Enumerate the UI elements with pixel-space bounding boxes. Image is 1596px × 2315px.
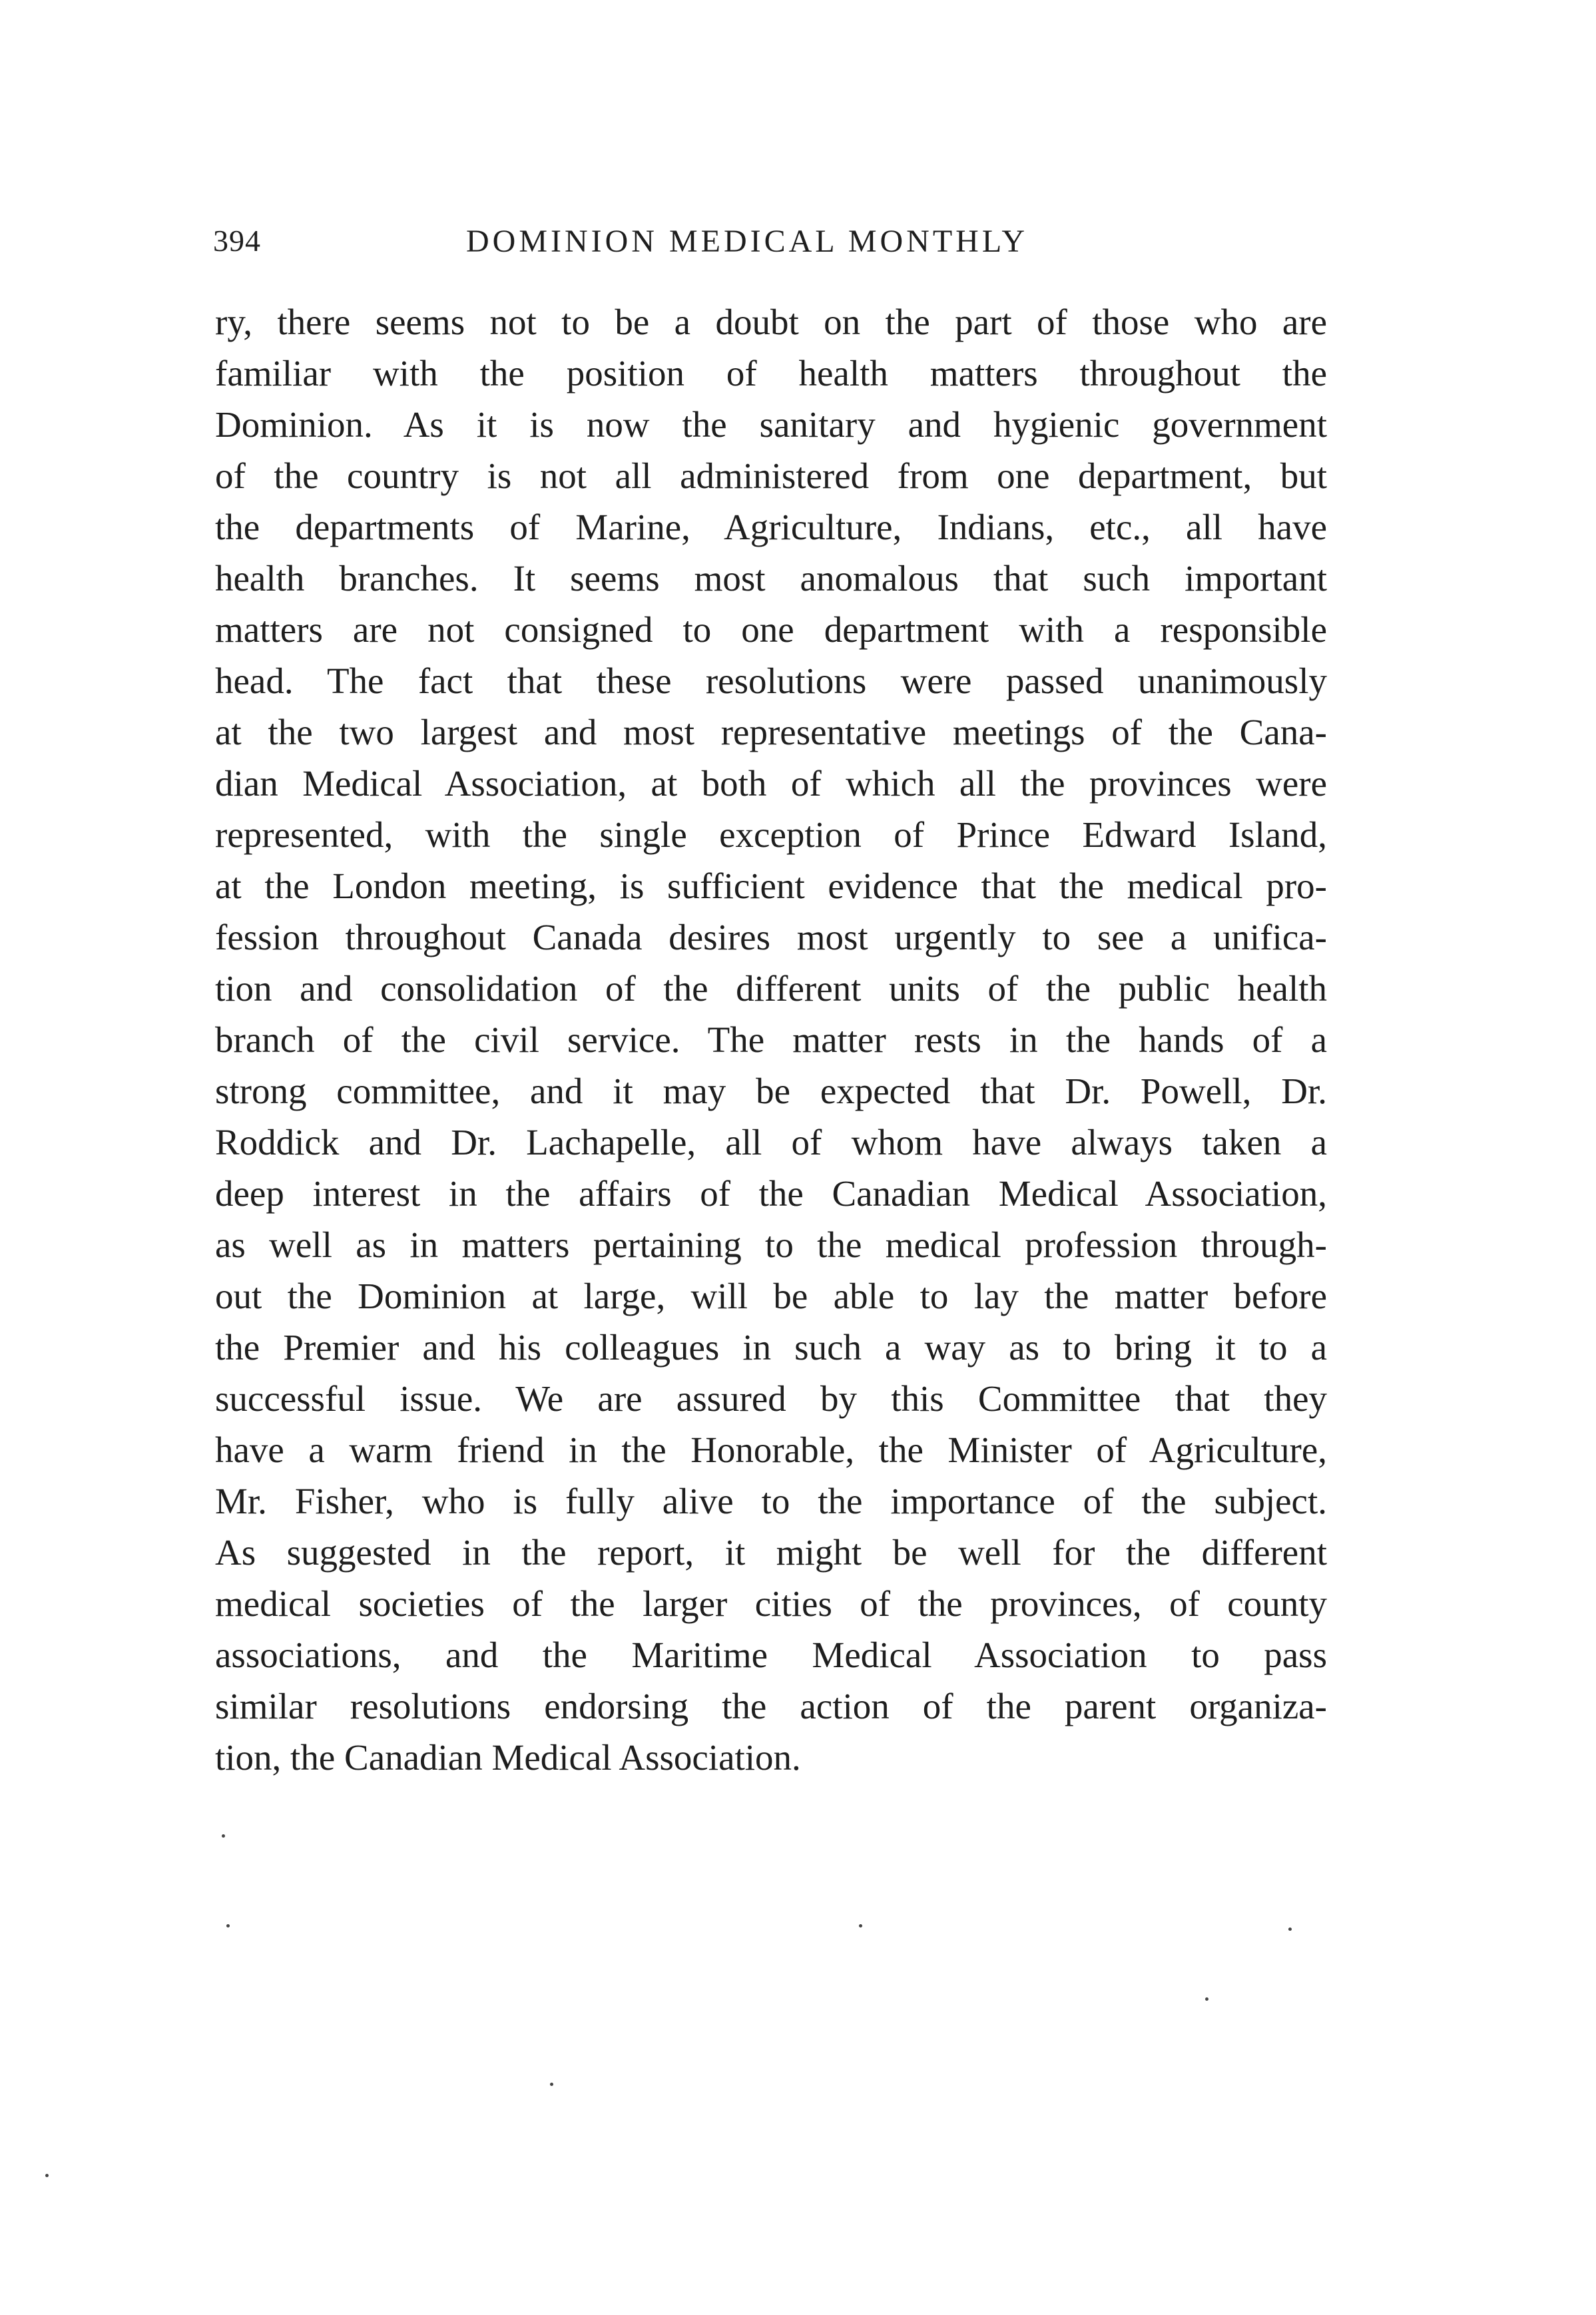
running-title: DOMINION MEDICAL MONTHLY xyxy=(466,224,1029,259)
text-line: successful issue. We are assured by this Committee that they xyxy=(215,1378,1327,1419)
text-line: have a warm friend in the Honorable, the Minister of Agriculture, xyxy=(215,1429,1327,1470)
text-line: head. The fact that these resolutions were passed unanimously xyxy=(215,660,1327,701)
scan-speck xyxy=(859,1924,862,1928)
text-line: deep interest in the affairs of the Canadian Medical Association, xyxy=(215,1173,1327,1214)
text-line: Mr. Fisher, who is fully alive to the importance of the subject. xyxy=(215,1481,1327,1521)
scan-speck xyxy=(226,1924,230,1928)
text-line: dian Medical Association, at both of which all the provinces were xyxy=(215,763,1327,804)
text-line: represented, with the single exception of Prince Edward Island, xyxy=(215,814,1327,855)
text-line: tion, the Canadian Medical Association. xyxy=(215,1737,801,1778)
text-line: health branches. It seems most anomalous that such important xyxy=(215,558,1327,599)
text-line: ry, there seems not to be a doubt on the part of those who are xyxy=(215,302,1327,342)
scan-speck xyxy=(45,2174,49,2177)
page-header xyxy=(213,223,1345,276)
text-line: the Premier and his colleagues in such a way as to bring it to a xyxy=(215,1327,1327,1368)
text-line: fession throughout Canada desires most urgently to see a unifica- xyxy=(215,917,1327,957)
text-line: strong committee, and it may be expected that Dr. Powell, Dr. xyxy=(215,1071,1327,1111)
text-line: tion and consolidation of the different units of the public health xyxy=(215,968,1327,1009)
text-line: branch of the civil service. The matter rests in the hands of a xyxy=(215,1019,1327,1060)
text-line: As suggested in the report, it might be well for the different xyxy=(215,1532,1327,1573)
text-line: as well as in matters pertaining to the medical profession through- xyxy=(215,1224,1327,1265)
text-line: medical societies of the larger cities of the provinces, of county xyxy=(215,1583,1327,1624)
text-line: Roddick and Dr. Lachapelle, all of whom have always taken a xyxy=(215,1122,1327,1162)
text-line: similar resolutions endorsing the action of the parent organiza- xyxy=(215,1686,1327,1726)
text-line: at the two largest and most representative meetings of the Cana- xyxy=(215,712,1327,752)
scan-speck xyxy=(1205,1997,1208,2001)
text-line: matters are not consigned to one department with a responsible xyxy=(215,609,1327,650)
text-line: at the London meeting, is sufficient evidence that the medical pro- xyxy=(215,866,1327,906)
scan-speck xyxy=(550,2083,553,2086)
text-line: of the country is not all administered from one department, but xyxy=(215,455,1327,496)
text-line: the departments of Marine, Agriculture, Indians, etc., all have xyxy=(215,507,1327,547)
text-line: Dominion. As it is now the sanitary and hygienic government xyxy=(215,404,1327,445)
text-line: associations, and the Maritime Medical Association to pass xyxy=(215,1635,1327,1675)
body-paragraph xyxy=(215,296,1327,1783)
scan-speck xyxy=(222,1834,225,1838)
scan-speck xyxy=(1288,1928,1292,1931)
page-number: 394 xyxy=(213,224,261,258)
text-line: out the Dominion at large, will be able to lay the matter before xyxy=(215,1276,1327,1316)
text-line: familiar with the position of health matters throughout the xyxy=(215,353,1327,393)
